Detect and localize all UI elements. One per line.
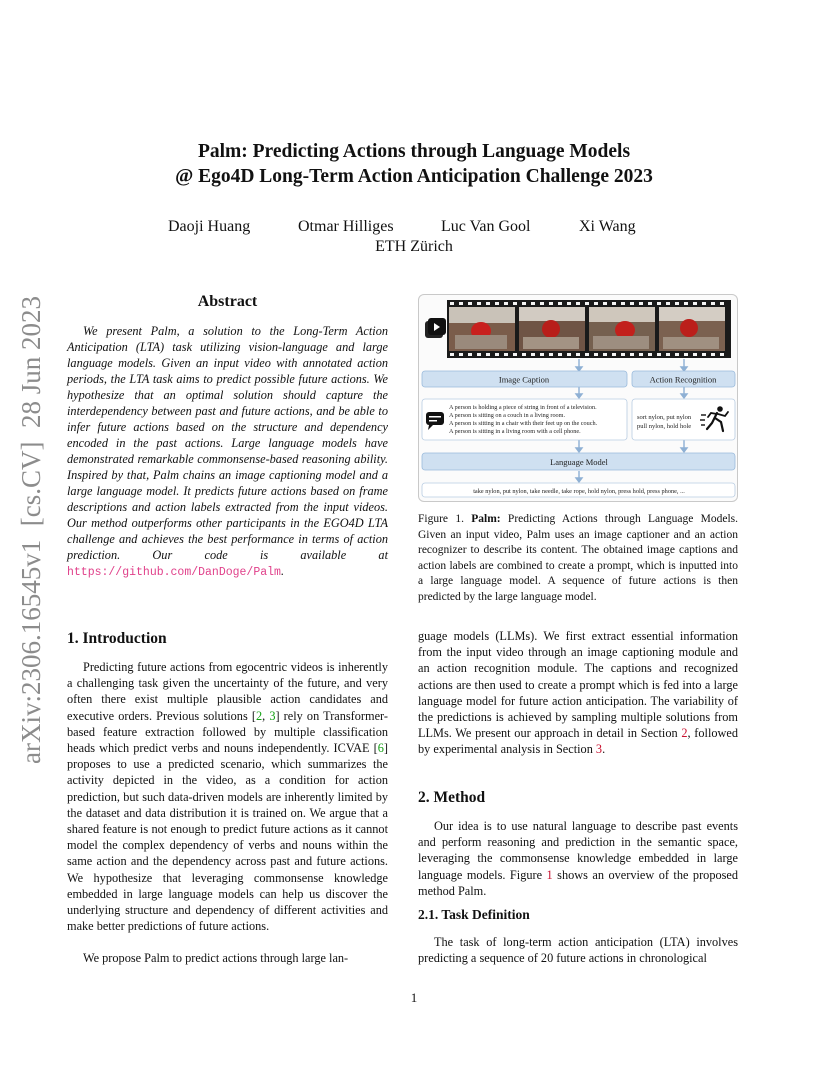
method-heading: 2. Method (418, 789, 486, 806)
paragraph-text: ] proposes to use a predicted scenario, which summarizes the activity depicted in the video, as a condition for action prediction, but such data-driven models are inherently limited by the dataset and data distribution it is trained on. We argue that a shared feature is not enough to predict future actions as it cannot model the complex dependency of verbs and nouns within the same action and the dependency across past and future actions. We hypothesize that leveraging commonsense knowledge embedded in large language models can help us discover the underlying structure and dependency of different activities and make better predictions of future actions. (67, 741, 388, 934)
paragraph-text: , followed by experimental analysis in Section (418, 726, 738, 757)
caption-line: A person is holding a piece of string in front of a television. (449, 404, 597, 411)
predicted-actions-output (422, 483, 735, 497)
language-model-label: Language Model (550, 457, 608, 467)
paper-title-line-2: @ Ego4D Long-Term Action Anticipation Challenge 2023 (175, 166, 653, 187)
citation-link[interactable]: 2 (255, 708, 263, 723)
actions-output-box (632, 399, 735, 440)
caption-line: A person is sitting in a chair with their feet up on the couch. (449, 420, 598, 427)
figure-label: Figure 1. (418, 513, 464, 525)
action-line: pull nylon, hold hole (637, 423, 692, 430)
code-url-link[interactable]: https://github.com/DanDoge/Palm (67, 566, 281, 579)
abstract-text-end: . (280, 564, 285, 578)
arxiv-identifier-stamp (10, 250, 54, 810)
figure-caption-bold: Palm: (471, 513, 501, 525)
introduction-paragraph-2-continued (418, 628, 738, 758)
caption-line: A person is sitting in a living room with a cell phone. (449, 428, 581, 435)
paragraph-text: Predicting future actions from egocentric videos is inherently a challenging task given the uncertainty of the future, and very often there exist multiple plausible action candidates and executive orders. Previous solutions [ (67, 660, 388, 723)
author-name: Xi Wang (579, 218, 636, 235)
action-recognition-label: Action Recognition (649, 374, 717, 385)
caption-line: A person is sitting on a couch in a living room. (449, 412, 566, 419)
paragraph-text: ] rely on Transformer-based feature extraction followed by multiple classification heads which predict verbs and nouns independently. ICVAE [ (67, 708, 388, 756)
method-paragraph (418, 818, 738, 899)
paragraph-text: , (262, 708, 270, 723)
image-caption-label: Image Caption (498, 374, 550, 385)
paragraph-text: Our idea is to use natural language to describe past events and perform reasoning and prediction in the semantic space, leveraging the commonsense knowledge embedded in large language models. Figure (418, 819, 738, 882)
task-definition-paragraph: The task of long-term action anticipation (LTA) involves predicting a sequence of 20 future actions in chronological (418, 935, 738, 966)
author-name: Otmar Hilliges (298, 218, 394, 235)
page-number: 1 (410, 990, 418, 1005)
arxiv-stamp-text: arXiv:2306.16545v1 [cs.CV] 28 Jun 2023 (16, 296, 46, 764)
introduction-heading: 1. Introduction (67, 630, 167, 647)
introduction-paragraph-2: We propose Palm to predict actions through large lan- (83, 951, 349, 965)
language-model-module (422, 453, 735, 470)
video-frames-filmstrip (447, 300, 731, 358)
paper-title-line-1: Palm: Predicting Actions through Language Models (197, 141, 631, 162)
video-frame (659, 307, 725, 351)
introduction-paragraph (67, 659, 388, 934)
abstract-text: We present Palm, a solution to the Long-Term Action Anticipation (LTA) task utilizing vision-language and large language models. Given an input video with annotated action periods, the LTA task aims to predict possible future actions. We hypothesize that an optimal solution should capture the interdependency between past and future actions, and be able to infer future actions based on the structure and dependency encoded in the past actions. Large language models have demonstrated remarkable commonsense-based reasoning ability. Inspired by that, Palm chains an image captioning model and a large language model. It predicts future actions based on frame descriptions and action labels extracted from the input videos. Our method outperforms other participants in the EGO4D LTA challenge and achieves the best performance in terms of action prediction. Our code is available at (67, 324, 388, 562)
video-camera-icon (425, 318, 446, 338)
paragraph-text: shows an overview of the proposed method Palm. (418, 867, 739, 898)
figure-reference-link[interactable]: 1 (546, 867, 553, 882)
video-frame (519, 307, 585, 351)
author-name: Daoji Huang (168, 218, 251, 235)
video-frame (589, 307, 655, 351)
image-caption-module (422, 371, 627, 387)
predicted-actions-text: take nylon, put nylon, take needle, take rope, hold nylon, press hold, press phone, ... (473, 488, 685, 495)
video-frame (449, 307, 515, 351)
citation-link[interactable]: 3 (269, 708, 276, 723)
action-line: sort nylon, put nylon (637, 414, 692, 421)
abstract-body (67, 323, 388, 581)
figure-caption-text: Predicting Actions through Language Models. Given an input video, Palm uses an image captioner and an action recognizer to describe its content. The obtained image captions and action labels are combined to create a prompt, which is inputted into a large language model. A sequence of future actions is then predicted by the large language model. (418, 513, 738, 603)
section-reference-link[interactable]: 3 (595, 742, 603, 757)
captions-output-box (422, 399, 627, 440)
task-definition-heading: 2.1. Task Definition (418, 907, 530, 922)
paragraph-text: guage models (LLMs). We first extract essential information from the input video through an image captioning module and an action recognition module. The captions and recognized actions are then used to create a prompt which is fed into a large language model for future action anticipation. The variability of the predictions is achieved by sampling multiple solutions from LLMs. We present our approach in detail in Section (418, 629, 738, 741)
citation-link[interactable]: 6 (377, 741, 384, 756)
section-reference-link[interactable]: 2 (681, 726, 688, 741)
author-name: Luc Van Gool (441, 218, 531, 235)
affiliation: ETH Zürich (375, 238, 453, 255)
paragraph-text: . (602, 742, 606, 757)
figure-1-diagram (418, 294, 738, 502)
abstract-heading: Abstract (197, 293, 258, 310)
action-recognition-module (632, 371, 735, 387)
figure-1-caption (418, 512, 738, 605)
